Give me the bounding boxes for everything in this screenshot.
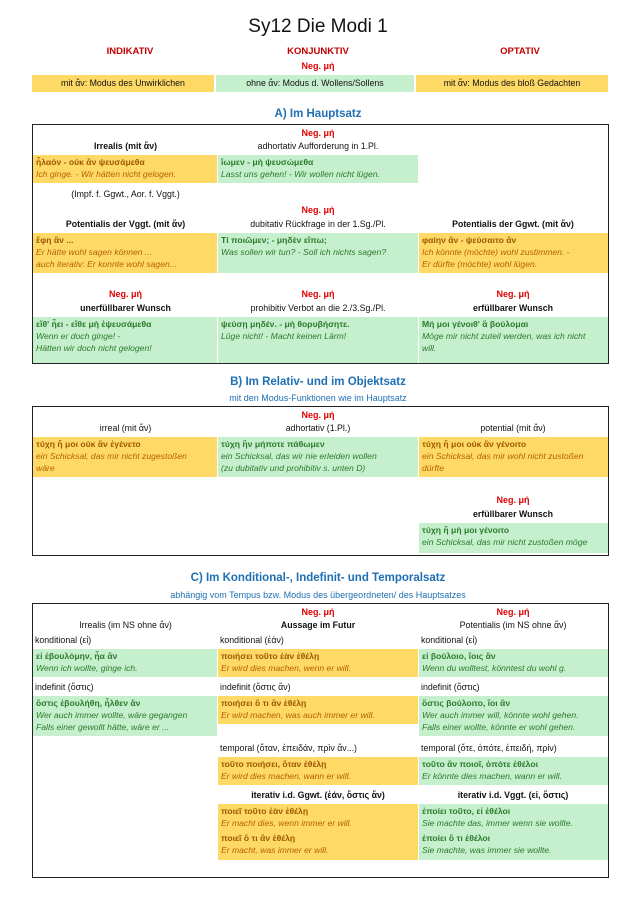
iterativ-vggt-example: ἐποίει τοῦτο, εἰ ἐθέλοι Sie machte das, immer wenn sie wollte. ἐποίει ὅ τι ἐθέλοι Sie machte, was immer sie wollte. [419, 804, 608, 860]
potential-label: potential (mit ἄν) [480, 423, 546, 433]
irrealis-label: Irrealis (mit ἄν) [93, 141, 158, 151]
potentialis-vggt-label: Potentialis der Vggt. (mit ἄν) [65, 219, 186, 229]
konditional-label: konditional (εἰ) [421, 635, 478, 645]
neg-label: Neg. μή [108, 289, 142, 299]
neg-label: Neg. μή [496, 607, 530, 617]
potential-example: τύχη ἥ μοι ούκ ἄν γένοιτο ein Schicksal, das mir wohl nicht zustoßen dürfte [419, 437, 608, 477]
prohibitiv-example: ψεύσῃ μηδέν. - μὴ θορυβήσητε. Lüge nicht! - Macht keinen Lärm! [218, 317, 418, 363]
prohibitiv-label: prohibitiv Verbot an die 2./3.Sg./Pl. [250, 303, 386, 313]
erfuellbar-label: erfüllbarer Wunsch [472, 303, 553, 313]
potentialis-vggt-example: ἔφη ἄν ... Er hätte wohl sagen können ... auch iterativ: Er konnte wohl sagen... [33, 233, 217, 273]
konditional-label: konditional (εἰ) [35, 635, 92, 645]
neg-label: Neg. μή [301, 289, 335, 299]
header-indikativ: INDIKATIV [106, 46, 154, 57]
indefinit-label: indefinit (ὅστις) [35, 682, 94, 692]
adhortativ-label: adhortativ Aufforderung in 1.Pl. [257, 141, 379, 151]
neg-label: Neg. μή [301, 61, 335, 71]
potentialis-ggwt-label: Potentialis der Ggwt. (mit ἄν) [452, 219, 574, 229]
neg-label: Neg. μή [496, 289, 530, 299]
section-b-subheading: mit den Modus-Funktionen wie im Hauptsatz [229, 393, 407, 403]
adhortativ-example: τύχη ἣν μήποτε πάθωμεν ein Schicksal, das wir nie erleiden wollen (zu dubitativ und prohibitiv s. unten D) [218, 437, 418, 477]
optativ-box: mit ἄν: Modus des bloß Gedachten [416, 75, 608, 92]
indefinit-label: indefinit (ὅστις) [421, 682, 480, 692]
irreal-example: τύχη ἥ μοι ούκ ἄν ἐγένετο ein Schicksal, das mir nicht zugestoßen wäre [33, 437, 217, 477]
header-konjunktiv: KONJUNKTIV [287, 46, 349, 57]
temporal-label: temporal (ὅταν, ἐπειδάν, πρὶν ἄν...) [220, 743, 357, 753]
aussage-futur-label: Aussage im Futur [280, 620, 356, 630]
neg-label: Neg. μή [301, 410, 335, 420]
potentialis-ggwt-example: φαίην ἄν - ψεύσαιτο ἄν Ich könnte (möchte) wohl zustimmen. - Er dürfte (möchte) wohl lügen. [419, 233, 608, 273]
konjunktiv-box: ohne ἄν: Modus d. Wollens/Sollens [216, 75, 414, 92]
indefinit-futur-example: ποιήσει ὅ τι ἄν ἐθέλῃ Er wird machen, was auch immer er will. [218, 696, 418, 724]
erfuellbar-label: erfüllbarer Wunsch [472, 509, 553, 519]
adhortativ-example: ἴωμεν - μὴ ψευσώμεθα Lasst uns gehen! - Wir wollen nicht lügen. [218, 155, 418, 183]
unerfuellbar-example: εἴθ' ἦει - εἴθε μὴ ἐψευσάμεθα Wenn er doch ginge! - Hätten wir doch nicht gelogen! [33, 317, 217, 363]
section-a-frame [32, 124, 609, 364]
indefinit-potentialis-example: ὅστις βούλοιτο, ἴοι ἄν Wer auch immer will, könnte wohl gehen. Falls einer wollte, könnte er wohl gehen. [419, 696, 608, 736]
section-a-heading: A) Im Hauptsatz [274, 108, 362, 120]
page-title: Sy12 Die Modi 1 [248, 16, 388, 37]
section-b-frame [32, 406, 609, 556]
adhortativ-label: adhortativ (1.Pl.) [285, 423, 351, 433]
neg-label: Neg. μή [301, 205, 335, 215]
konditional-label: konditional (ἐάν) [220, 635, 284, 645]
indefinit-label: indefinit (ὅστις ἄν) [220, 682, 291, 692]
section-c-frame [32, 603, 609, 878]
unerfuellbar-label: unerfüllbarer Wunsch [80, 303, 171, 313]
temporal-label: temporal (ὅτε, ὁπότε, ἐπειδή, πρίν) [421, 743, 557, 753]
konditional-irrealis-example: εἰ ἐβουλόμην, ἦα ἄν Wenn ich wollte, ginge ich. [33, 649, 217, 677]
dubitativ-label: dubitativ Rückfrage in der 1.Sg./Pl. [250, 219, 386, 229]
neg-label: Neg. μή [496, 495, 530, 505]
irrealis-example: ἦλαόν - ούκ ἄν ψευσάμεθα Ich ginge. - Wir hätten nicht gelogen. [33, 155, 217, 183]
indefinit-irrealis-example: ὅστις ἐβουλήθη, ἦλθεν ἄν Wer auch immer wollte, wäre gegangen Falls einer gewollt hätte, wäre er ... [33, 696, 217, 736]
indikativ-box: mit ἄν: Modus des Unwirklichen [32, 75, 214, 92]
erfuellbar-example: Μή μοι γένοιθ' ἃ βούλομαι Möge mir nicht zuteil werden, was ich nicht will. [419, 317, 608, 363]
section-c-subheading: abhängig vom Tempus bzw. Modus des übergeordneten/ des Hauptsatzes [170, 590, 466, 600]
konditional-futur-example: ποιήσει τοῦτο ἐὰν ἐθέλῃ Er wird dies machen, wenn er will. [218, 649, 418, 677]
iterativ-vggt-label: iterativ i.d. Vggt. (εἰ, ὅστις) [457, 790, 569, 800]
temporal-potentialis-example: τοῦτο ἄν ποιοῖ, ὁπότε ἐθέλοι Er könnte dies machen, wann er will. [419, 757, 608, 785]
konditional-potentialis-example: εἰ βούλοιο, ἴοις ἄν Wenn du wolltest, könntest du wohl g. [419, 649, 608, 677]
iterativ-ggwt-example: ποιεῖ τοῦτο ἐὰν ἐθέλῃ Er macht dies, wenn immer er will. ποιεῖ ὅ τι ἄν ἐθέλῃ Er macht, was immer er will. [218, 804, 418, 860]
header-optativ: OPTATIV [500, 46, 540, 57]
dubitativ-example: Τί ποιῶμεν; - μηδὲν εἴπω; Was sollen wir tun? - Soll ich nichts sagen? [218, 233, 418, 273]
irrealis-note: (Impf. f. Ggwt., Aor. f. Vggt.) [71, 189, 180, 199]
section-c-heading: C) Im Konditional-, Indefinit- und Temporalsatz [190, 572, 446, 584]
iterativ-ggwt-label: iterativ i.d. Ggwt. (ἐάν, ὅστις ἄν) [251, 790, 385, 800]
neg-label: Neg. μή [301, 607, 335, 617]
irreal-label: irreal (mit ἄν) [99, 423, 152, 433]
temporal-futur-example: τοῦτο ποιήσει, ὅταν ἐθέλῃ Er wird dies machen, wann er will. [218, 757, 418, 785]
section-b-heading: B) Im Relativ- und im Objektsatz [230, 376, 406, 388]
neg-label: Neg. μή [301, 128, 335, 138]
irrealis-label: Irrealis (im NS ohne ἄν) [79, 620, 172, 630]
potentialis-label: Potentialis (im NS ohne ἄν) [459, 620, 567, 630]
erfuellbar-example: τύχη ἥ μὴ μοι γένοιτο ein Schicksal, das mir nicht zustoßen möge [419, 523, 608, 553]
